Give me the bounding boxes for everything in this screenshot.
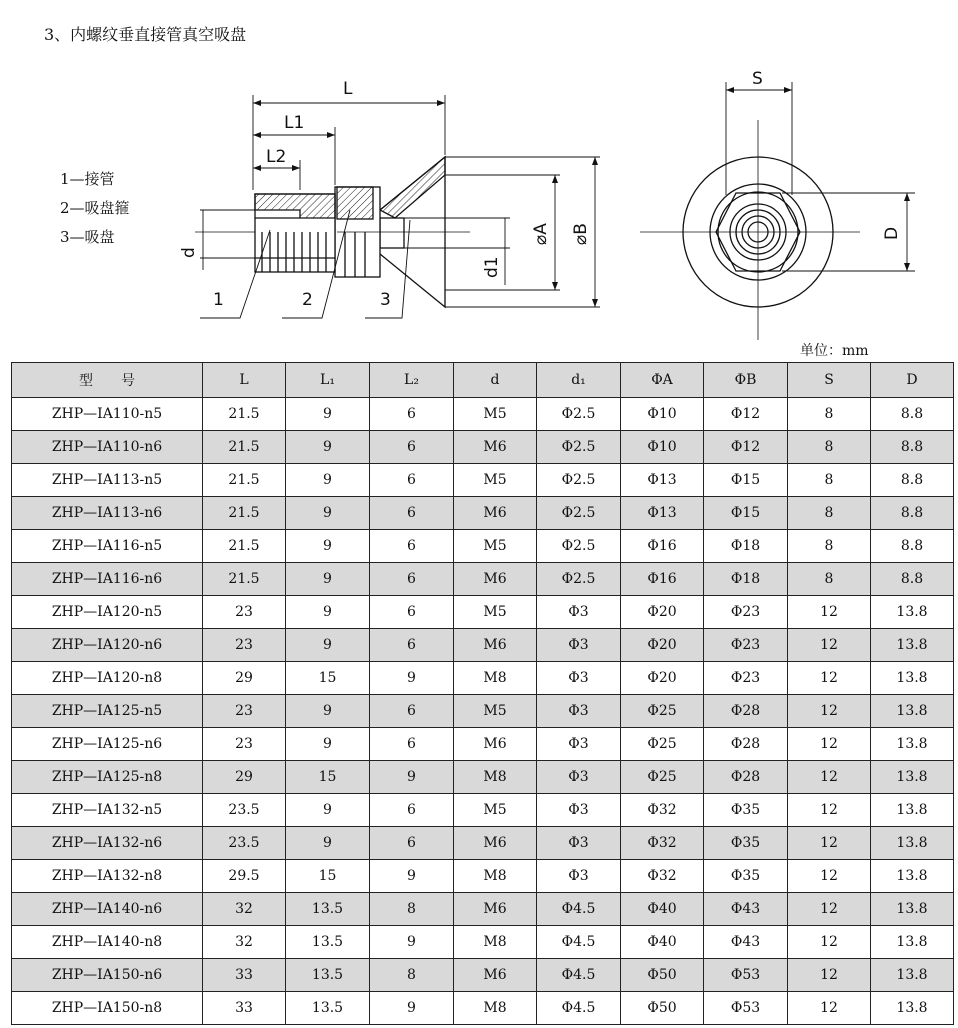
value-cell: 12 <box>788 860 871 893</box>
value-cell: Φ4.5 <box>537 893 621 926</box>
value-cell: Φ25 <box>621 761 704 794</box>
value-cell: 23.5 <box>203 827 286 860</box>
table-row <box>12 530 954 563</box>
table-row <box>12 662 954 695</box>
value-cell: Φ32 <box>621 860 704 893</box>
label-part-3: 3 <box>380 290 391 310</box>
model-cell: ZHP—IA120-n6 <box>12 629 203 662</box>
value-cell: 12 <box>788 992 871 1025</box>
value-cell: M8 <box>454 992 537 1025</box>
column-header: d₁ <box>537 363 621 398</box>
value-cell: 23 <box>203 596 286 629</box>
value-cell: Φ4.5 <box>537 926 621 959</box>
column-header: ΦA <box>621 363 704 398</box>
value-cell: 9 <box>286 431 370 464</box>
value-cell: M5 <box>454 695 537 728</box>
table-row <box>12 827 954 860</box>
value-cell: 9 <box>286 497 370 530</box>
value-cell: Φ3 <box>537 794 621 827</box>
value-cell: Φ13 <box>621 497 704 530</box>
value-cell: 6 <box>370 827 454 860</box>
value-cell: Φ3 <box>537 695 621 728</box>
value-cell: 32 <box>203 926 286 959</box>
model-cell: ZHP—IA140-n6 <box>12 893 203 926</box>
table-row <box>12 794 954 827</box>
value-cell: Φ18 <box>704 563 788 596</box>
value-cell: 13.8 <box>871 992 954 1025</box>
value-cell: 9 <box>286 596 370 629</box>
value-cell: Φ2.5 <box>537 530 621 563</box>
clamp-hatch <box>337 187 373 219</box>
value-cell: 21.5 <box>203 563 286 596</box>
value-cell: Φ32 <box>621 794 704 827</box>
value-cell: 6 <box>370 629 454 662</box>
value-cell: Φ2.5 <box>537 563 621 596</box>
value-cell: 8 <box>788 431 871 464</box>
value-cell: Φ2.5 <box>537 497 621 530</box>
value-cell: 13.8 <box>871 827 954 860</box>
value-cell: M6 <box>454 728 537 761</box>
value-cell: Φ20 <box>621 629 704 662</box>
value-cell: M6 <box>454 497 537 530</box>
value-cell: 15 <box>286 662 370 695</box>
value-cell: Φ32 <box>621 827 704 860</box>
value-cell: 12 <box>788 761 871 794</box>
column-header: L <box>203 363 286 398</box>
model-cell: ZHP—IA110-n5 <box>12 398 203 431</box>
value-cell: 12 <box>788 893 871 926</box>
value-cell: 8.8 <box>871 398 954 431</box>
model-cell: ZHP—IA116-n5 <box>12 530 203 563</box>
value-cell: 23 <box>203 728 286 761</box>
value-cell: 29 <box>203 662 286 695</box>
value-cell: Φ13 <box>621 464 704 497</box>
unit-label: 单位：mm <box>800 343 869 359</box>
value-cell: 9 <box>286 629 370 662</box>
label-phiB: ⌀B <box>571 223 591 245</box>
value-cell: 6 <box>370 695 454 728</box>
value-cell: 9 <box>286 464 370 497</box>
value-cell: M6 <box>454 827 537 860</box>
value-cell: 29 <box>203 761 286 794</box>
table-row <box>12 959 954 992</box>
table-row <box>12 860 954 893</box>
value-cell: M6 <box>454 959 537 992</box>
value-cell: Φ18 <box>704 530 788 563</box>
value-cell: Φ28 <box>704 695 788 728</box>
value-cell: M6 <box>454 893 537 926</box>
table-row <box>12 596 954 629</box>
value-cell: 6 <box>370 794 454 827</box>
value-cell: 32 <box>203 893 286 926</box>
table-row <box>12 629 954 662</box>
value-cell: M8 <box>454 860 537 893</box>
value-cell: 13.5 <box>286 926 370 959</box>
value-cell: 12 <box>788 728 871 761</box>
value-cell: 13.8 <box>871 893 954 926</box>
value-cell: 9 <box>370 761 454 794</box>
value-cell: Φ23 <box>704 629 788 662</box>
value-cell: Φ3 <box>537 662 621 695</box>
column-header: ΦB <box>704 363 788 398</box>
value-cell: 9 <box>370 926 454 959</box>
label-part-2: 2 <box>302 290 313 310</box>
label-phiA: ⌀A <box>531 223 551 245</box>
cup-hatch-top <box>380 157 445 218</box>
value-cell: Φ3 <box>537 761 621 794</box>
value-cell: M5 <box>454 596 537 629</box>
value-cell: M8 <box>454 761 537 794</box>
value-cell: 13.8 <box>871 761 954 794</box>
value-cell: Φ50 <box>621 959 704 992</box>
value-cell: 8.8 <box>871 464 954 497</box>
value-cell: Φ23 <box>704 662 788 695</box>
value-cell: 12 <box>788 662 871 695</box>
label-d1: d1 <box>482 256 502 278</box>
value-cell: 8 <box>370 959 454 992</box>
label-S: S <box>752 69 763 89</box>
value-cell: 21.5 <box>203 530 286 563</box>
cup-hub <box>380 218 404 248</box>
value-cell: Φ35 <box>704 794 788 827</box>
value-cell: 23 <box>203 695 286 728</box>
front-dimensions <box>726 82 915 271</box>
column-header: S <box>788 363 871 398</box>
value-cell: 9 <box>370 662 454 695</box>
value-cell: M5 <box>454 398 537 431</box>
value-cell: 15 <box>286 761 370 794</box>
value-cell: 6 <box>370 464 454 497</box>
value-cell: M5 <box>454 530 537 563</box>
value-cell: 8 <box>788 497 871 530</box>
value-cell: 29.5 <box>203 860 286 893</box>
value-cell: 13.5 <box>286 893 370 926</box>
column-header: L₂ <box>370 363 454 398</box>
label-L: L <box>343 79 353 99</box>
value-cell: 21.5 <box>203 431 286 464</box>
value-cell: Φ28 <box>704 761 788 794</box>
model-cell: ZHP—IA125-n5 <box>12 695 203 728</box>
value-cell: 8 <box>370 893 454 926</box>
value-cell: 21.5 <box>203 398 286 431</box>
value-cell: 13.8 <box>871 860 954 893</box>
value-cell: 21.5 <box>203 464 286 497</box>
value-cell: Φ2.5 <box>537 398 621 431</box>
value-cell: 8.8 <box>871 497 954 530</box>
legend-item-1: 1—接管 <box>60 170 115 188</box>
value-cell: Φ43 <box>704 893 788 926</box>
value-cell: Φ10 <box>621 398 704 431</box>
value-cell: 8.8 <box>871 563 954 596</box>
value-cell: Φ10 <box>621 431 704 464</box>
value-cell: Φ2.5 <box>537 431 621 464</box>
column-header: d <box>454 363 537 398</box>
value-cell: 6 <box>370 596 454 629</box>
value-cell: Φ3 <box>537 860 621 893</box>
model-cell: ZHP—IA150-n8 <box>12 992 203 1025</box>
table-row <box>12 893 954 926</box>
legend-item-2: 2—吸盘箍 <box>60 199 130 217</box>
value-cell: 21.5 <box>203 497 286 530</box>
model-cell: ZHP—IA113-n6 <box>12 497 203 530</box>
value-cell: 13.8 <box>871 662 954 695</box>
value-cell: 6 <box>370 563 454 596</box>
value-cell: Φ3 <box>537 629 621 662</box>
value-cell: Φ2.5 <box>537 464 621 497</box>
value-cell: 13.8 <box>871 926 954 959</box>
value-cell: M5 <box>454 464 537 497</box>
value-cell: 9 <box>370 860 454 893</box>
model-cell: ZHP—IA110-n6 <box>12 431 203 464</box>
value-cell: Φ50 <box>621 992 704 1025</box>
value-cell: Φ40 <box>621 926 704 959</box>
table-row <box>12 761 954 794</box>
value-cell: Φ35 <box>704 860 788 893</box>
value-cell: 33 <box>203 992 286 1025</box>
value-cell: Φ23 <box>704 596 788 629</box>
value-cell: Φ15 <box>704 464 788 497</box>
table-row <box>12 926 954 959</box>
front-dimension-arrows <box>726 87 910 271</box>
value-cell: 15 <box>286 860 370 893</box>
value-cell: 9 <box>370 992 454 1025</box>
table-row <box>12 398 954 431</box>
spec-table <box>11 362 954 1025</box>
value-cell: Φ53 <box>704 959 788 992</box>
model-cell: ZHP—IA150-n6 <box>12 959 203 992</box>
value-cell: 13.8 <box>871 959 954 992</box>
value-cell: Φ16 <box>621 563 704 596</box>
model-cell: ZHP—IA120-n8 <box>12 662 203 695</box>
value-cell: 13.8 <box>871 695 954 728</box>
value-cell: M6 <box>454 629 537 662</box>
value-cell: 9 <box>286 530 370 563</box>
table-row <box>12 431 954 464</box>
model-cell: ZHP—IA125-n6 <box>12 728 203 761</box>
value-cell: M8 <box>454 662 537 695</box>
value-cell: 13.5 <box>286 959 370 992</box>
value-cell: Φ28 <box>704 728 788 761</box>
table-row <box>12 497 954 530</box>
value-cell: 8 <box>788 398 871 431</box>
value-cell: 6 <box>370 728 454 761</box>
model-cell: ZHP—IA113-n5 <box>12 464 203 497</box>
value-cell: 12 <box>788 827 871 860</box>
value-cell: 8 <box>788 464 871 497</box>
model-cell: ZHP—IA132-n5 <box>12 794 203 827</box>
value-cell: 13.8 <box>871 728 954 761</box>
value-cell: M5 <box>454 794 537 827</box>
value-cell: 9 <box>286 794 370 827</box>
model-cell: ZHP—IA116-n6 <box>12 563 203 596</box>
legend-item-3: 3—吸盘 <box>60 228 115 246</box>
value-cell: 13.8 <box>871 629 954 662</box>
value-cell: Φ15 <box>704 497 788 530</box>
value-cell: 9 <box>286 398 370 431</box>
value-cell: 9 <box>286 563 370 596</box>
label-L2: L2 <box>266 147 287 167</box>
value-cell: Φ20 <box>621 662 704 695</box>
model-cell: ZHP—IA125-n8 <box>12 761 203 794</box>
column-header: D <box>871 363 954 398</box>
side-view <box>195 157 470 307</box>
value-cell: 13.8 <box>871 794 954 827</box>
value-cell: Φ53 <box>704 992 788 1025</box>
value-cell: M8 <box>454 926 537 959</box>
model-cell: ZHP—IA120-n5 <box>12 596 203 629</box>
table-row <box>12 695 954 728</box>
table-header-row <box>12 363 954 398</box>
value-cell: 9 <box>286 827 370 860</box>
label-part-1: 1 <box>213 290 224 310</box>
value-cell: 6 <box>370 431 454 464</box>
value-cell: 12 <box>788 959 871 992</box>
label-L1: L1 <box>284 113 305 133</box>
value-cell: 13.5 <box>286 992 370 1025</box>
value-cell: 9 <box>286 695 370 728</box>
value-cell: 12 <box>788 794 871 827</box>
value-cell: Φ4.5 <box>537 992 621 1025</box>
model-cell: ZHP—IA140-n8 <box>12 926 203 959</box>
value-cell: Φ3 <box>537 827 621 860</box>
value-cell: 33 <box>203 959 286 992</box>
value-cell: Φ3 <box>537 728 621 761</box>
value-cell: Φ16 <box>621 530 704 563</box>
value-cell: 23.5 <box>203 794 286 827</box>
model-cell: ZHP—IA132-n6 <box>12 827 203 860</box>
label-D: D <box>882 226 902 240</box>
column-header: L₁ <box>286 363 370 398</box>
value-cell: Φ40 <box>621 893 704 926</box>
value-cell: M6 <box>454 431 537 464</box>
value-cell: Φ20 <box>621 596 704 629</box>
value-cell: 12 <box>788 629 871 662</box>
value-cell: 6 <box>370 398 454 431</box>
value-cell: Φ12 <box>704 398 788 431</box>
value-cell: 12 <box>788 695 871 728</box>
value-cell: Φ12 <box>704 431 788 464</box>
value-cell: Φ3 <box>537 596 621 629</box>
table-row <box>12 464 954 497</box>
value-cell: 6 <box>370 497 454 530</box>
table-row <box>12 563 954 596</box>
table-row <box>12 728 954 761</box>
value-cell: Φ43 <box>704 926 788 959</box>
section-title: 3、内螺纹垂直接管真空吸盘 <box>44 25 247 44</box>
front-view <box>640 120 860 340</box>
value-cell: 8 <box>788 530 871 563</box>
technical-drawing <box>0 0 958 360</box>
value-cell: 6 <box>370 530 454 563</box>
column-header: 型 号 <box>12 363 203 398</box>
value-cell: 8.8 <box>871 431 954 464</box>
value-cell: Φ25 <box>621 695 704 728</box>
value-cell: 23 <box>203 629 286 662</box>
table-row <box>12 992 954 1025</box>
value-cell: 12 <box>788 596 871 629</box>
value-cell: 9 <box>286 728 370 761</box>
label-d: d <box>179 247 199 258</box>
value-cell: 8.8 <box>871 530 954 563</box>
model-cell: ZHP—IA132-n8 <box>12 860 203 893</box>
value-cell: M6 <box>454 563 537 596</box>
value-cell: Φ25 <box>621 728 704 761</box>
value-cell: Φ35 <box>704 827 788 860</box>
value-cell: Φ4.5 <box>537 959 621 992</box>
value-cell: 13.8 <box>871 596 954 629</box>
value-cell: 8 <box>788 563 871 596</box>
value-cell: 12 <box>788 926 871 959</box>
